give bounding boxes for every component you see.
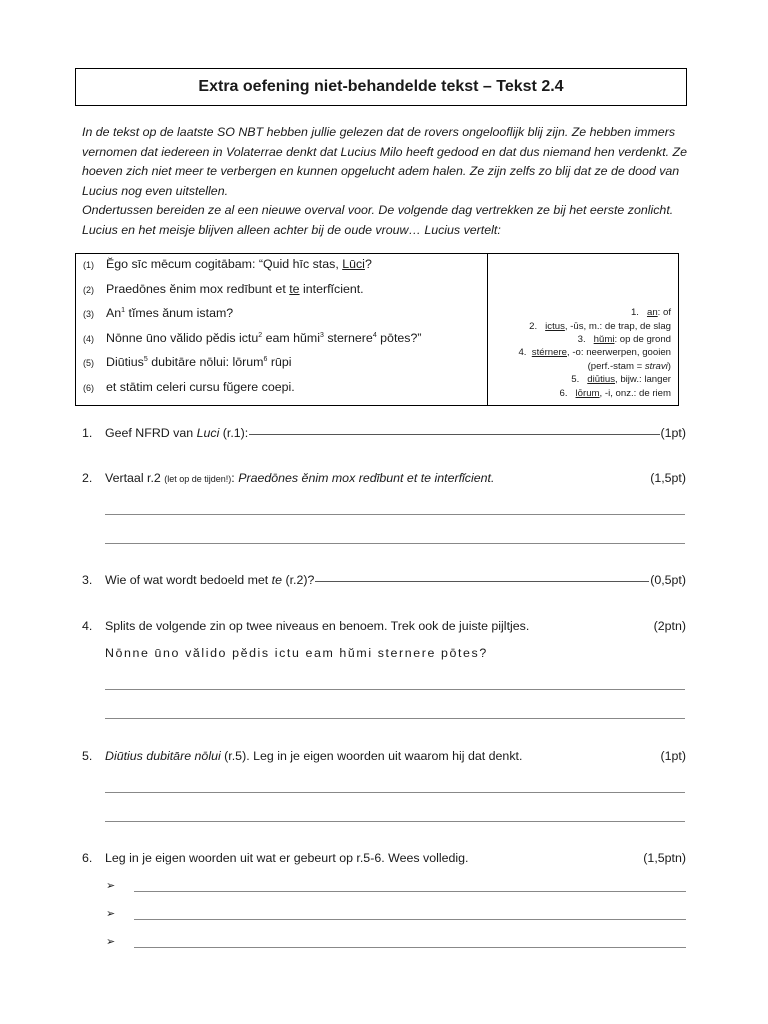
question-3 xyxy=(82,573,686,587)
footnote-ref: 2 xyxy=(258,331,263,339)
answer-line[interactable] xyxy=(134,891,686,892)
question-points: (1,5ptn) xyxy=(643,851,686,865)
question-number: 3. xyxy=(82,573,93,587)
line-text xyxy=(106,257,487,271)
bullet-answer-row xyxy=(106,935,686,948)
underlined-word: te xyxy=(289,281,300,296)
question-text: Splits de volgende zin op twee niveaus en benoem. Trek ook de juiste pijltjes. xyxy=(105,619,530,633)
line-part: eam hŭmi xyxy=(262,330,320,345)
intro-paragraph-1: In de tekst op de laatste SO NBT hebben jullie gelezen dat de rovers ongelooflijk blij zijn. Ze hebben immers vernomen dat iedereen in Volaterrae denkt dat Lucius Milo heeft gedood en dat dus niemand hen verdenkt. Ze hoeven zich niet meer te verbergen en kunnen opgelucht adem halen. Ze zijn zelfs zo blij dat ze de dood van Lucius nog even uitstellen. xyxy=(82,125,688,198)
intro-paragraph-2: Ondertussen bereiden ze al een nieuwe overval voor. De volgende dag vertrekken ze bij het eerste zonlicht. Lucius en het meisje blijven alleen achter bij de oude vrouw… Lucius vertelt: xyxy=(82,203,674,237)
line-number: (5) xyxy=(83,358,94,368)
intro-text xyxy=(82,123,692,240)
line-text xyxy=(106,355,487,369)
question-1 xyxy=(82,426,686,440)
question-2 xyxy=(82,471,686,485)
question-points: (1,5pt) xyxy=(650,471,686,485)
latin-lines xyxy=(76,254,488,405)
vocabulary-list xyxy=(488,254,678,405)
line-text xyxy=(106,380,487,394)
page-title-box xyxy=(75,68,687,106)
line-text xyxy=(106,306,487,320)
vocab-item: 6. lōrum, -i, onz.: de riem xyxy=(559,387,671,399)
line-part: Praedōnes ĕnim mox redībunt et xyxy=(106,281,290,296)
line-part: pōtes?” xyxy=(376,330,422,345)
arrow-bullet-icon: ➢ xyxy=(106,936,116,948)
line-number: (4) xyxy=(83,333,94,344)
line-part: sternere xyxy=(323,330,373,345)
question-text: Geef NFRD van Luci (r.1): xyxy=(105,426,249,440)
answer-line[interactable] xyxy=(105,689,685,690)
latin-line-2 xyxy=(76,282,487,307)
question-text: Vertaal r.2 (let op de tijden!): Praedōnes ĕnim mox redībunt et te interfĭcient. xyxy=(105,471,495,485)
question-text: Leg in je eigen woorden uit wat er gebeurt op r.5-6. Wees volledig. xyxy=(105,851,469,865)
question-points: (2ptn) xyxy=(653,619,686,633)
vocab-item: 3. hŭmi: op de grond xyxy=(577,333,671,345)
latin-line-6 xyxy=(76,380,487,405)
line-text xyxy=(106,282,487,296)
line-number: (6) xyxy=(83,382,94,393)
question-4 xyxy=(82,619,686,633)
answer-blank[interactable] xyxy=(249,434,659,435)
bullet-answer-row xyxy=(106,907,686,920)
answer-line[interactable] xyxy=(105,514,685,515)
footnote-ref: 6 xyxy=(263,355,268,363)
question-number: 4. xyxy=(82,619,93,633)
answer-line[interactable] xyxy=(105,821,685,822)
latin-line-5 xyxy=(76,355,487,380)
question-text: Diūtius dubitāre nōlui (r.5). Leg in je eigen woorden uit waarom hij dat denkt. xyxy=(105,749,523,763)
answer-line[interactable] xyxy=(105,718,685,719)
question-number: 6. xyxy=(82,851,93,865)
line-part: dubitāre nōlui: lōrum xyxy=(147,355,264,369)
arrow-bullet-icon: ➢ xyxy=(106,908,116,920)
vocab-item-note: (perf.-stam = stravi) xyxy=(587,360,671,372)
vocab-item: 2. ictus, -ūs, m.: de trap, de slag xyxy=(529,320,671,332)
line-number: (2) xyxy=(83,284,94,295)
line-part: Nōnne ūno vălido pĕdis ictu xyxy=(106,330,259,345)
answer-line[interactable] xyxy=(105,792,685,793)
question-points: (0,5pt) xyxy=(650,573,686,587)
latin-text-table xyxy=(75,253,679,406)
vocab-item: 1. an: of xyxy=(630,307,671,319)
bullet-answer-row xyxy=(106,879,686,892)
latin-line-1 xyxy=(76,257,487,282)
arrow-bullet-icon: ➢ xyxy=(106,880,116,892)
footnote-ref: 1 xyxy=(121,306,126,314)
underlined-word: Lūci xyxy=(342,257,365,271)
answer-blank[interactable] xyxy=(315,581,649,582)
line-part: tĭmes ănum istam? xyxy=(125,306,234,320)
footnote-ref: 3 xyxy=(320,331,324,339)
page-title: Extra oefening niet-behandelde tekst – Tekst 2.4 xyxy=(198,78,564,95)
answer-line[interactable] xyxy=(134,919,686,920)
question-number: 2. xyxy=(82,471,93,485)
line-part: rūpi xyxy=(267,355,292,369)
vocab-item: 5. diūtius, bijw.: langer xyxy=(571,374,671,386)
line-number: (1) xyxy=(83,260,94,270)
line-text xyxy=(106,331,487,345)
question-text: Wie of wat wordt bedoeld met te (r.2)? xyxy=(105,573,315,587)
answer-line[interactable] xyxy=(134,947,686,948)
line-part: An xyxy=(106,306,122,320)
vocab-item: 4. stérnere, -o: neerwerpen, gooien xyxy=(518,347,671,359)
line-part: ? xyxy=(364,257,372,271)
line-number: (3) xyxy=(83,309,94,319)
question-points: (1pt) xyxy=(660,749,686,763)
line-part: Ĕgo sīc mēcum cogitābam: “Quid hīc stas, xyxy=(106,257,343,271)
line-part: interfĭcient. xyxy=(299,281,364,296)
line-part: et stātim celeri cursu fŭgere coepi. xyxy=(106,379,295,394)
question-points: (1pt) xyxy=(660,426,686,440)
answer-line[interactable] xyxy=(105,543,685,544)
latin-line-3 xyxy=(76,306,487,331)
latin-sentence-to-split: Nōnne ūno vălido pĕdis ictu eam hŭmi sternere pōtes? xyxy=(105,646,488,660)
question-5 xyxy=(82,749,686,763)
footnote-ref: 5 xyxy=(143,355,148,363)
latin-line-4 xyxy=(76,331,487,356)
question-6 xyxy=(82,851,686,865)
question-number: 1. xyxy=(82,426,93,440)
footnote-ref: 4 xyxy=(372,331,377,339)
question-number: 5. xyxy=(82,749,93,763)
line-part: Diūtius xyxy=(106,355,144,369)
